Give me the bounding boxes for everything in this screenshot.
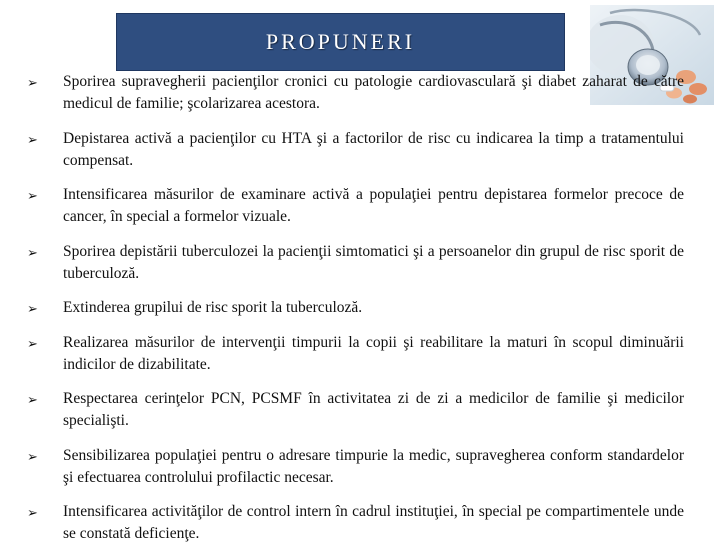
list-item	[24, 501, 684, 545]
list-item-text: Respectarea cerinţelor PCN, PCSMF în activitatea zi de zi a medicilor de familie şi medicilor specialişti.	[63, 390, 684, 429]
arrow-bullet-icon: ➢	[27, 76, 38, 91]
arrow-bullet-icon: ➢	[27, 245, 38, 261]
list-item	[24, 445, 684, 489]
proposal-list	[24, 71, 684, 558]
title-banner	[116, 13, 565, 71]
list-item	[24, 71, 684, 115]
list-item-text: Depistarea activă a pacienţilor cu HTA şi a factorilor de risc cu indicarea la timp a tratamentului compensat.	[63, 129, 684, 169]
list-item	[24, 241, 684, 285]
list-item-text: Realizarea măsurilor de intervenţii timpurii la copii şi reabilitare la maturi în scopul diminuării indicilor de dizabilitate.	[63, 333, 684, 373]
arrow-bullet-icon: ➢	[27, 132, 38, 148]
list-item-text: Intensificarea măsurilor de examinare activă a populaţiei pentru depistarea formelor precoce de cancer, în special a formelor vizuale.	[63, 186, 684, 225]
arrow-bullet-icon: ➢	[27, 449, 38, 465]
arrow-bullet-icon: ➢	[27, 506, 38, 521]
list-item	[24, 297, 684, 319]
list-item-text: Extinderea grupilui de risc sporit la tuberculoză.	[63, 299, 363, 316]
arrow-bullet-icon: ➢	[27, 302, 38, 317]
page-title: PROPUNERI	[265, 29, 416, 54]
list-item-text: Sensibilizarea populaţiei pentru o adresare timpurie la medic, supravegherea conform standardelor şi efectuarea controlului profilactic necesar.	[63, 446, 684, 486]
arrow-bullet-icon: ➢	[27, 189, 38, 204]
arrow-bullet-icon: ➢	[27, 336, 38, 352]
arrow-bullet-icon: ➢	[27, 393, 38, 408]
list-item	[24, 184, 684, 228]
list-item	[24, 128, 684, 172]
list-item	[24, 332, 684, 376]
list-item-text: Intensificarea activităţilor de control intern în cadrul instituţiei, în special pe compartimentele unde se constată deficienţe.	[63, 503, 684, 542]
list-item	[24, 388, 684, 432]
list-item-text: Sporirea depistării tuberculozei la pacienţii simtomatici şi a persoanelor din grupul de risc sporit de tuberculoză.	[63, 242, 684, 282]
list-item-text: Sporirea supravegherii pacienţilor cronici cu patologie cardiovasculară şi diabet zaharat de către medicul de familie; şcolarizarea acestora.	[63, 73, 684, 112]
